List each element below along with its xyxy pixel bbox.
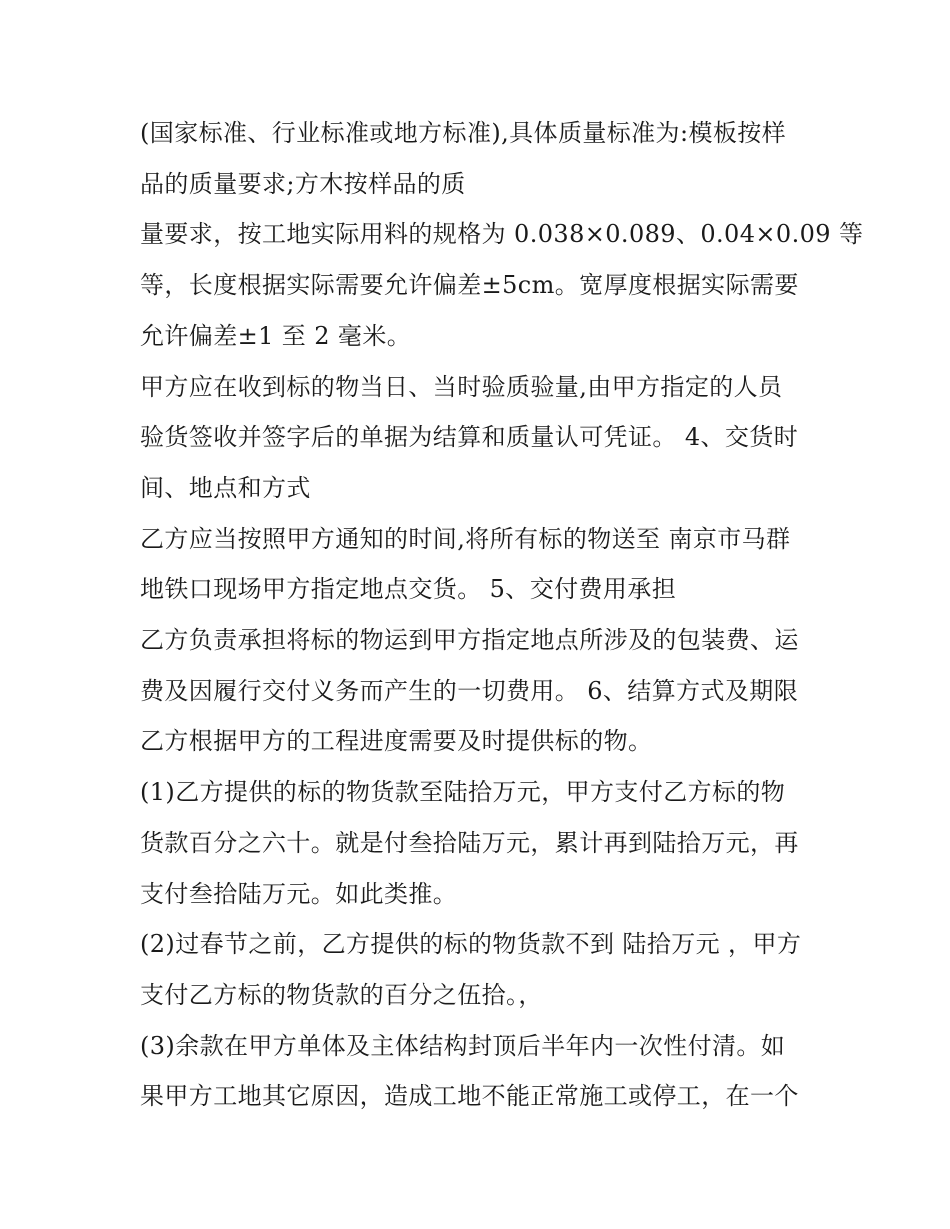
text-line: 间、地点和方式 (140, 473, 311, 502)
text-line: 地铁口现场甲方指定地点交货。 5、交付费用承担 (140, 575, 677, 604)
text-line: 支付叁拾陆万元。如此类推。 (140, 879, 458, 908)
text-line: 等，长度根据实际需要允许偏差±5cm。宽厚度根据实际需要 (140, 271, 799, 300)
text-line: 货款百分之六十。就是付叁拾陆万元，累计再到陆拾万元，再 (140, 828, 799, 857)
text-line: 甲方应在收到标的物当日、当时验质验量,由甲方指定的人员 (140, 372, 783, 401)
text-line: 支付乙方标的物货款的百分之伍拾。， (140, 980, 543, 1009)
text-line: (3)余款在甲方单体及主体结构封顶后半年内一次性付清。如 (140, 1031, 786, 1060)
text-line: 允许偏差±1 至 2 毫米。 (140, 321, 412, 350)
text-line: (国家标准、行业标准或地方标准),具体质量标准为:模板按样 (140, 119, 787, 147)
text-line: 果甲方工地其它原因，造成工地不能正常施工或停工，在一个 (140, 1082, 799, 1111)
text-line: 量要求，按工地实际用料的规格为 0.038×0.089、0.04×0.09 等 (140, 220, 864, 249)
text-line: 乙方根据甲方的工程进度需要及时提供标的物。 (140, 727, 653, 756)
text-line: 品的质量要求;方木按样品的质 (140, 169, 466, 198)
text-line: (2)过春节之前，乙方提供的标的物货款不到 陆拾万元 ，甲方 (140, 930, 802, 959)
text-line: (1)乙方提供的标的物货款至陆拾万元，甲方支付乙方标的物 (140, 778, 786, 807)
text-line: 验货签收并签字后的单据为结算和质量认可凭证。 4、交货时 (140, 423, 799, 452)
text-line: 乙方负责承担将标的物运到甲方指定地点所涉及的包装费、运 (140, 626, 799, 655)
text-line: 乙方应当按照甲方通知的时间,将所有标的物送至 南京市马群 (140, 524, 791, 553)
document-body (140, 108, 864, 1122)
text-line: 费及因履行交付义务而产生的一切费用。 6、结算方式及期限 (140, 676, 799, 705)
